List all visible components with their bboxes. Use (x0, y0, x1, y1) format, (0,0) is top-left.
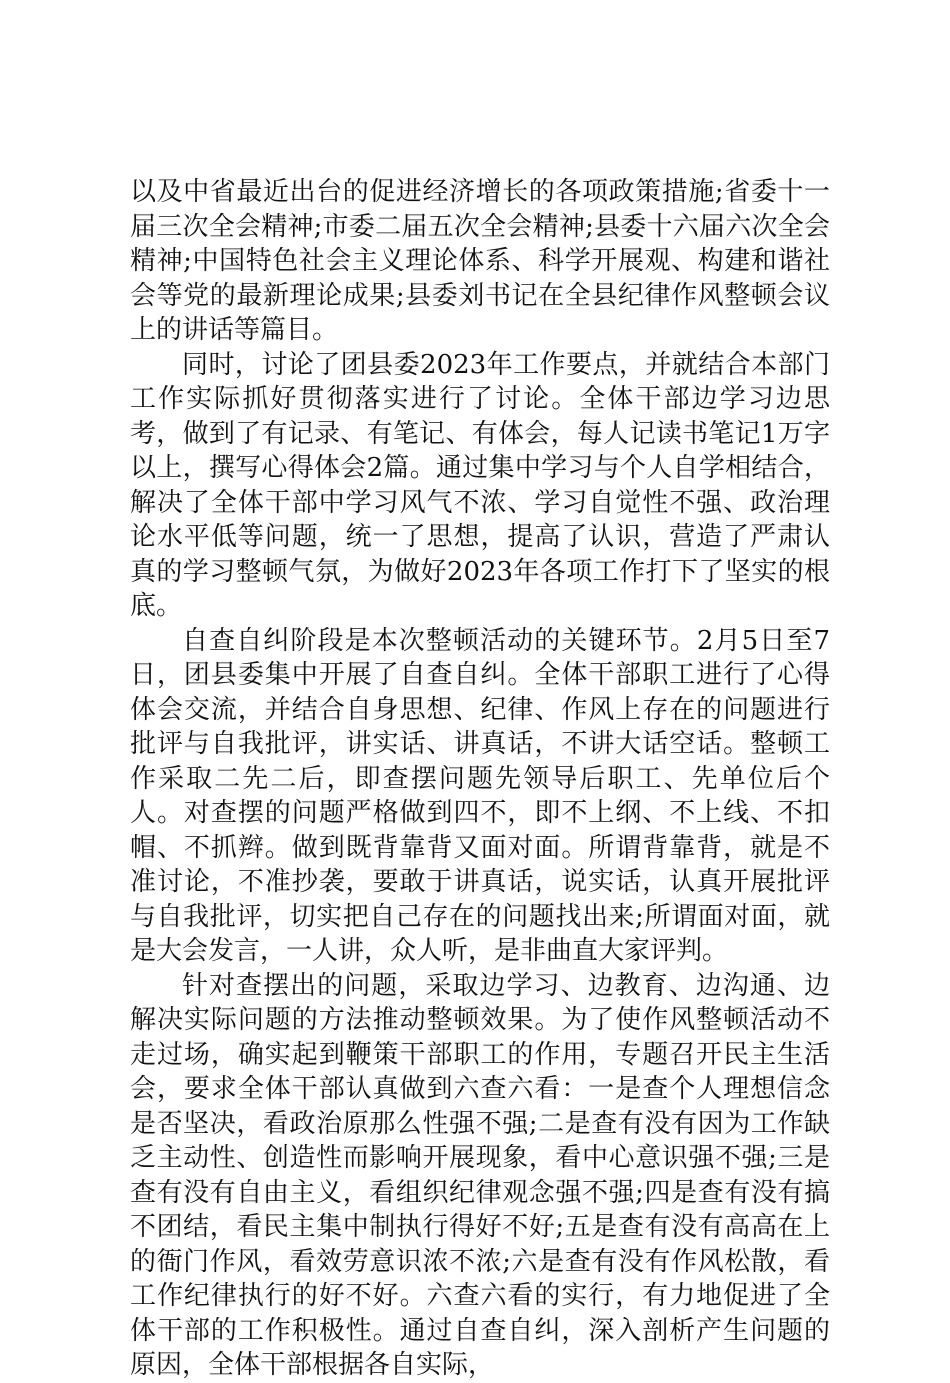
paragraph-six-checks: 针对查摆出的问题，采取边学习、边教育、边沟通、边解决实际问题的方法推动整顿效果。为了使作风整顿活动不走过场，确实起到鞭策干部职工的作用，专题召开民主生活会，要求全体干部认真做到六查六看：一是查个人理想信念是否坚决，看政治原那么性强不强;二是查有没有因为工作缺乏主动性、创造性而影响开展现象，看中心意识强不强;三是查有没有自由主义，看组织纪律观念强不强;四是查有没有搞不团结，看民主集中制执行得好不好;五是查有没有高高在上的衙门作风，看效劳意识浓不浓;六是查有没有作风松散，看工作纪律执行的好不好。六查六看的实行，有力地促进了全体干部的工作积极性。通过自查自纠，深入剖析产生问题的原因，全体干部根据各自实际， (130, 970, 830, 1380)
paragraph-continuation: 以及中省最近出台的促进经济增长的各项政策措施;省委十一届三次全会精神;市委二届五次全会精神;县委十六届六次全会精神;中国特色社会主义理论体系、科学开展观、构建和谐社会等党的最新理论成果;县委刘书记在全县纪律作风整顿会议上的讲话等篇目。 (130, 177, 830, 345)
paragraph-discussion: 同时，讨论了团县委2023年工作要点，并就结合本部门工作实际抓好贯彻落实进行了讨论。全体干部边学习边思考，做到了有记录、有笔记、有体会，每人记读书笔记1万字以上，撰写心得体会2篇。通过集中学习与个人自学相结合，解决了全体干部中学习风气不浓、学习自觉性不强、政治理论水平低等问题，统一了思想，提高了认识，营造了严肃认真的学习整顿气氛，为做好2023年各项工作打下了坚实的根底。 (130, 349, 830, 621)
paragraph-self-inspection: 自查自纠阶段是本次整顿活动的关键环节。2月5日至7日，团县委集中开展了自查自纠。全体干部职工进行了心得体会交流，并结合自身思想、纪律、作风上存在的问题进行批评与自我批评，讲实话、讲真话，不讲大话空话。整顿工作采取二先二后，即查摆问题先领导后职工、先单位后个人。对查摆的问题严格做到四不，即不上纲、不上线、不扣帽、不抓辫。做到既背靠背又面对面。所谓背靠背，就是不准讨论，不准抄袭，要敢于讲真话，说实话，认真开展批评与自我批评，切实把自己存在的问题找出来;所谓面对面，就是大会发言，一人讲，众人听，是非曲直大家评判。 (130, 625, 830, 966)
document-body (130, 175, 830, 1383)
